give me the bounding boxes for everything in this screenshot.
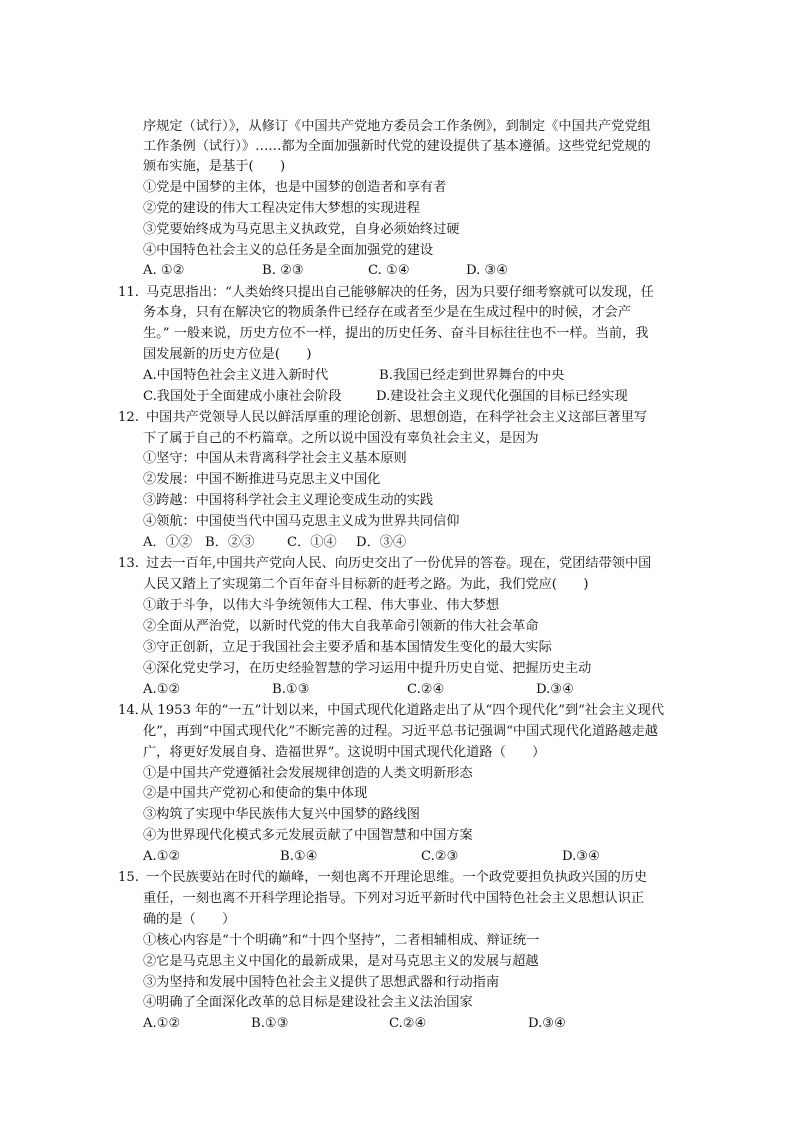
question-number: 11. bbox=[118, 285, 139, 300]
answer-option-c[interactable]: C. ①④ bbox=[368, 263, 410, 278]
statement-item: ②发展：中国不断推进马克思主义中国化 bbox=[143, 472, 381, 487]
statement-item: ②全面从严治党，以新时代党的伟大自我革命引领新的伟大社会革命 bbox=[143, 619, 539, 634]
answer-option-a[interactable]: A. ①② bbox=[143, 263, 185, 278]
statement-item: ④中国特色社会主义的总任务是全面加强党的建设 bbox=[143, 243, 434, 258]
answer-option-a[interactable]: A.①② bbox=[143, 1016, 181, 1031]
answer-option-d[interactable]: D.③④ bbox=[528, 1016, 566, 1031]
question-text-line: 从 1953 年的“一五”计划以来，中国式现代化道路走出了从“四个现代化”到“社会主义现代 bbox=[140, 703, 665, 718]
question-text-line: 生。” 一般来说，历史方位不一样，提出的历史任务、奋斗目标往往也不一样。当前，我 bbox=[143, 326, 649, 341]
question-text-line: 工作条例（试行）》……都为全面加强新时代党的建设提供了基本遵循。这些党纪党规的 bbox=[143, 139, 651, 154]
question-text-line: 序规定（试行）》，从修订《中国共产党地方委员会工作条例》，到制定《中国共产党党组 bbox=[143, 119, 651, 134]
statement-item: ②党的建设的伟大工程决定伟大梦想的实现进程 bbox=[143, 201, 420, 216]
question-text-line: 下了属于自己的不朽篇章。之所以说中国没有辜负社会主义，是因为 bbox=[143, 431, 539, 446]
statement-item: ④明确了全面深化改革的总目标是建设社会主义法治国家 bbox=[143, 995, 473, 1010]
answer-option-c[interactable]: C.②④ bbox=[389, 1016, 427, 1031]
answer-option-a[interactable]: A.①② bbox=[143, 849, 181, 864]
answer-option-b[interactable]: B.①③ bbox=[272, 682, 310, 697]
answer-option-b[interactable]: B.我国已经走到世界舞台的中央 bbox=[379, 368, 565, 383]
answer-option-a[interactable]: A．①② bbox=[143, 535, 193, 550]
statement-item: ①党是中国梦的主体，也是中国梦的创造者和享有者 bbox=[143, 180, 447, 195]
question-text-line: 化”，再到“中国式现代化”不断完善的过程。习近平总书记强调“中国式现代化道路越走越 bbox=[143, 724, 658, 739]
statement-item: ②它是马克思主义中国化的最新成果，是对马克思主义的发展与超越 bbox=[143, 954, 539, 969]
statement-item: ①核心内容是“十个明确”和“十四个坚持”，二者相辅相成、辩证统一 bbox=[143, 933, 540, 948]
question-text-line: 颁布实施，是基于( ) bbox=[143, 159, 286, 174]
statement-item: ②是中国共产党初心和使命的集中体现 bbox=[143, 786, 368, 801]
question-number: 12. bbox=[118, 410, 139, 425]
question-text-line: 重任，一刻也离不开科学理论指导。下列对习近平新时代中国特色社会主义思想认识正 bbox=[143, 891, 645, 906]
statement-item: ③跨越：中国将科学社会主义理论变成生动的实践 bbox=[143, 493, 434, 508]
answer-option-c[interactable]: C.我国处于全面建成小康社会阶段 bbox=[143, 389, 342, 404]
answer-option-a[interactable]: A.中国特色社会主义进入新时代 bbox=[143, 368, 329, 383]
statement-item: ④领航：中国使当代中国马克思主义成为世界共同信仰 bbox=[143, 514, 460, 529]
question-number: 15. bbox=[118, 870, 139, 885]
question-text-line: 务本身，只有在解决它的物质条件已经存在或者至少是在生成过程中的时候，才会产 bbox=[143, 305, 631, 320]
answer-option-c[interactable]: C．①④ bbox=[287, 535, 337, 550]
statement-item: ①敢于斗争，以伟大斗争统领伟大工程、伟大事业、伟大梦想 bbox=[143, 598, 500, 613]
statement-item: ③党要始终成为马克思主义执政党，自身必须始终过硬 bbox=[143, 222, 460, 237]
question-text-line: 国发展新的历史方位是( ) bbox=[143, 347, 312, 362]
question-number: 13. bbox=[118, 556, 139, 571]
statement-item: ①是中国共产党遵循社会发展规律创造的人类文明新形态 bbox=[143, 766, 473, 781]
answer-option-b[interactable]: B.①③ bbox=[251, 1016, 289, 1031]
answer-option-c[interactable]: C.②④ bbox=[407, 682, 445, 697]
statement-item: ③构筑了实现中华民族伟大复兴中国梦的路线图 bbox=[143, 807, 420, 822]
answer-option-b[interactable]: B.①④ bbox=[280, 849, 318, 864]
answer-option-c[interactable]: C.②③ bbox=[421, 849, 459, 864]
question-text-line: 一个民族要站在时代的巅峰，一刻也离不开理论思维。一个政党要担负执政兴国的历史 bbox=[146, 870, 648, 885]
answer-option-d[interactable]: D. ③④ bbox=[466, 263, 509, 278]
answer-option-b[interactable]: B. ②③ bbox=[262, 263, 304, 278]
answer-option-d[interactable]: D．③④ bbox=[356, 535, 407, 550]
answer-option-b[interactable]: B．②③ bbox=[205, 535, 255, 550]
statement-item: ①坚守：中国从未背离科学社会主义基本原则 bbox=[143, 451, 407, 466]
question-text-line: 人民又踏上了实现第二个百年奋斗目标新的赶考之路。为此，我们党应( ) bbox=[143, 577, 589, 592]
answer-option-d[interactable]: D.③④ bbox=[562, 849, 600, 864]
question-text-line: 马克思指出：“人类始终只提出自己能够解决的任务，因为只要仔细考察就可以发现，任 bbox=[146, 285, 654, 300]
question-text-line: 确的是（ ） bbox=[143, 912, 236, 927]
statement-item: ④为世界现代化模式多元发展贡献了中国智慧和中国方案 bbox=[143, 828, 473, 843]
statement-item: ③守正创新，立足于我国社会主要矛盾和基本国情发生变化的最大实际 bbox=[143, 640, 552, 655]
answer-option-d[interactable]: D.建设社会主义现代化强国的目标已经实现 bbox=[376, 389, 628, 404]
answer-option-a[interactable]: A.①② bbox=[143, 682, 181, 697]
question-number: 14． bbox=[118, 703, 148, 718]
statement-item: ③为坚持和发展中国特色社会主义提供了思想武器和行动指南 bbox=[143, 975, 500, 990]
statement-item: ④深化党史学习，在历史经验智慧的学习运用中提升历史自觉、把握历史主动 bbox=[143, 661, 592, 676]
question-text-line: 广，将更好发展自身、造福世界”。这说明中国式现代化道路（ ） bbox=[143, 745, 546, 760]
question-text-line: 中国共产党领导人民以鲜活厚重的理论创新、思想创造，在科学社会主义这部巨著里写 bbox=[146, 410, 648, 425]
question-text-line: 过去一百年,中国共产党向人民、向历史交出了一份优异的答卷。现在，党团结带领中国 bbox=[146, 556, 652, 571]
answer-option-d[interactable]: D.③④ bbox=[536, 682, 574, 697]
